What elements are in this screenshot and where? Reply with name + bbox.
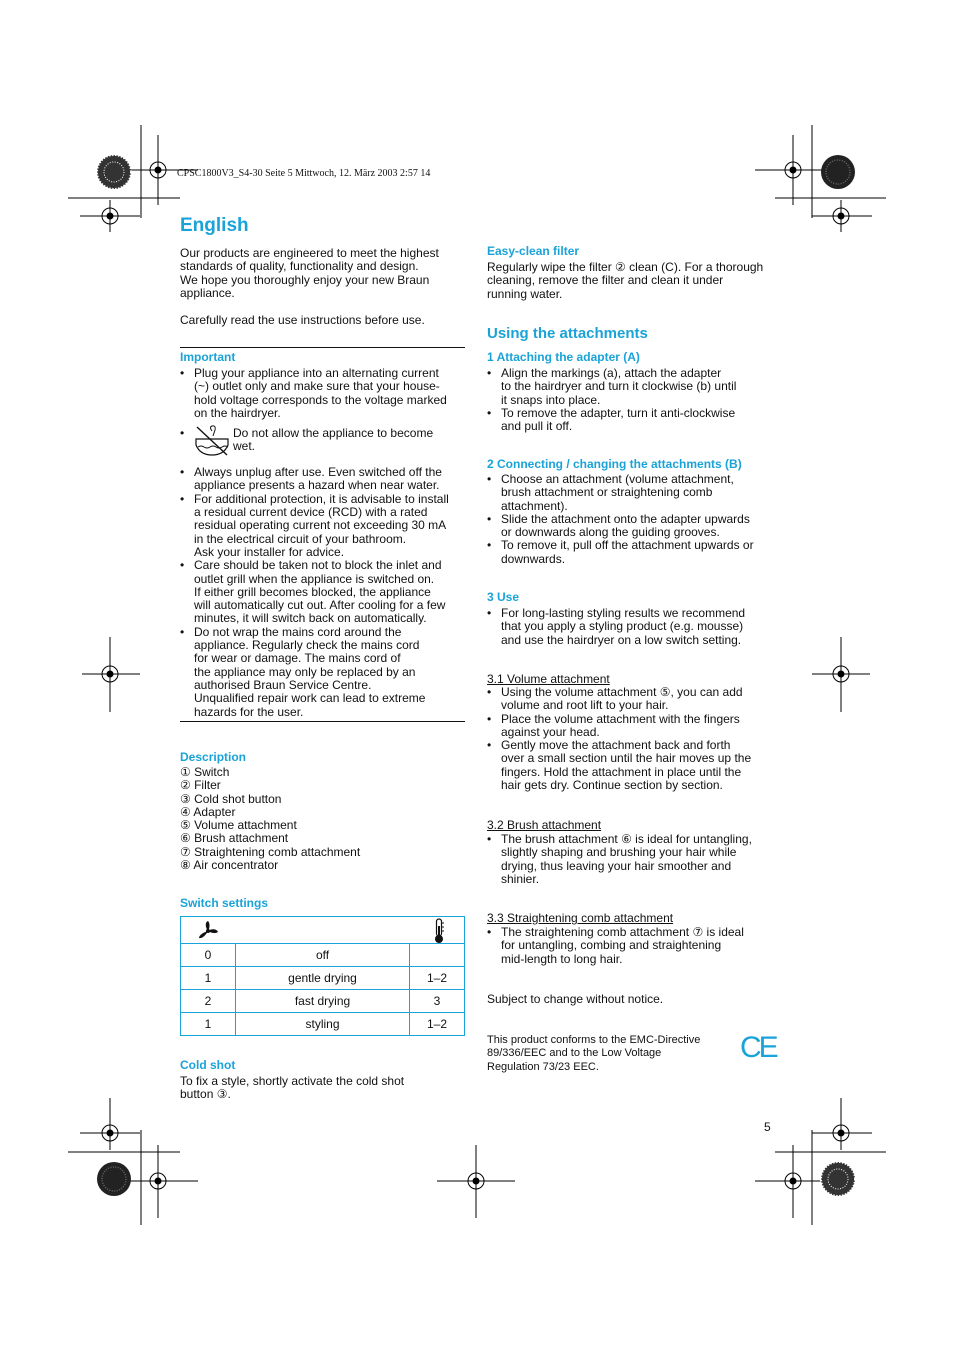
- list-item: • Do not wrap the mains cord around the appliance. Regularly check the mains cord for wear or damage. The mains cord of the appliance may only be replaced by an authorised Braun Service Centre. Unqualified repair work can lead to extreme hazards for the user.: [180, 626, 470, 719]
- page-title: English: [180, 215, 249, 236]
- list-item: • To remove it, pull off the attachment upwards or downwards.: [487, 539, 777, 566]
- fan-setting: 1: [181, 1013, 236, 1036]
- cold-shot-text: To fix a style, shortly activate the cold shot button ③.: [180, 1074, 405, 1102]
- list-item: ① Switch: [180, 765, 230, 779]
- list-item-water-warning: • Do not allow the appliance to become wet.: [180, 427, 470, 460]
- list-item: ② Filter: [180, 778, 221, 793]
- switch-settings-heading: Switch settings: [180, 896, 269, 910]
- list-item: • The straightening comb attachment ⑦ is ideal for untangling, combing and straightening mid-length to long hair.: [487, 926, 777, 966]
- section-3-2-list: [487, 833, 777, 886]
- list-item: • Plug your appliance into an alternating current (~) outlet only and make sure that your house- hold voltage corresponds to the voltage marked on the hairdryer.: [180, 367, 470, 420]
- list-item: • For additional protection, it is advisable to install a residual current device (RCD) with a rated residual operating current not exceeding 30 mA in the electrical circuit of your bathroom. Ask your installer for advice.: [180, 493, 470, 559]
- section-3-1-heading: 3.1 Volume attachment: [487, 672, 610, 686]
- list-item: • The brush attachment ⑥ is ideal for untangling, slightly shaping and brushing your hair while drying, thus leaving your hair smoother and shinier.: [487, 833, 777, 886]
- list-item: • Always unplug after use. Even switched off the appliance presents a hazard when near water.: [180, 466, 470, 493]
- section-3-3-heading: 3.3 Straightening comb attachment: [487, 911, 674, 925]
- setting-label: fast drying: [236, 990, 410, 1013]
- description-heading: Description: [180, 750, 247, 764]
- page-number: 5: [764, 1120, 771, 1134]
- filter-text: Regularly wipe the filter ② clean (C). For a thorough cleaning, remove the filter and clean it under running water.: [487, 260, 764, 301]
- list-item: ⑦ Straightening comb attachment: [180, 844, 361, 859]
- list-item: ⑤ Volume attachment: [180, 818, 297, 833]
- section-2-heading: 2 Connecting / changing the attachments (B): [487, 457, 742, 471]
- thermometer-icon: [432, 918, 446, 944]
- list-item: ③ Cold shot button: [180, 791, 282, 806]
- intro-paragraph: Our products are engineered to meet the highest standards of quality, functionality and design. We hope you thoroughly enjoy your new Braun appliance.: [180, 246, 439, 300]
- divider: [180, 721, 465, 722]
- list-item: • Slide the attachment onto the adapter upwards or downwards along the guiding grooves.: [487, 513, 777, 540]
- conformity-statement: This product conforms to the EMC-Directive 89/336/EEC and to the Low Voltage Regulation 73/23 EEC.: [487, 1034, 701, 1073]
- table-row: [181, 990, 465, 1013]
- read-instructions: Carefully read the use instructions before use.: [180, 313, 425, 327]
- section-3-1-list: [487, 686, 777, 792]
- section-1-heading: 1 Attaching the adapter (A): [487, 350, 640, 364]
- setting-label: gentle drying: [236, 967, 410, 990]
- section-3-list: [487, 607, 777, 647]
- section-2-list: [487, 473, 777, 566]
- list-item: • To remove the adapter, turn it anti-clockwise and pull it off.: [487, 407, 777, 434]
- heat-setting: [410, 944, 465, 967]
- table-row: [181, 944, 465, 967]
- list-item: ⑥ Brush attachment: [180, 831, 289, 846]
- table-row: [181, 1013, 465, 1036]
- list-item: • Care should be taken not to block the inlet and outlet grill when the appliance is switched on. If either grill becomes blocked, the appliance will automatically cut out. After cooling for a few minutes, it will switch back on automatically.: [180, 559, 470, 625]
- switch-settings-table: [180, 916, 465, 1036]
- list-item: • Gently move the attachment back and forth over a small section until the hair moves up the fingers. Hold the attachment in place until the hair gets dry. Continue section by section.: [487, 739, 777, 792]
- setting-label: styling: [236, 1013, 410, 1036]
- print-job-header: CPSC1800V3_S4-30 Seite 5 Mittwoch, 12. März 2003 2:57 14: [177, 168, 431, 179]
- section-3-heading: 3 Use: [487, 590, 520, 604]
- ce-mark-icon: CE: [740, 1031, 776, 1064]
- section-1-list: [487, 367, 777, 433]
- section-3-2-heading: 3.2 Brush attachment: [487, 818, 602, 832]
- filter-heading: Easy-clean filter: [487, 244, 580, 258]
- description-list: [180, 766, 360, 872]
- list-item: • For long-lasting styling results we recommend that you apply a styling product (e.g. mousse) and use the hairdryer on a low switch setting.: [487, 607, 777, 647]
- list-item: ④ Adapter: [180, 804, 236, 819]
- important-heading: Important: [180, 350, 236, 364]
- heat-setting: 1–2: [410, 967, 465, 990]
- fan-setting: 1: [181, 967, 236, 990]
- attachments-heading: Using the attachments: [487, 325, 648, 342]
- important-list: [180, 367, 470, 719]
- fan-setting: 2: [181, 990, 236, 1013]
- table-header-row: [181, 917, 465, 944]
- heat-setting: 3: [410, 990, 465, 1013]
- fan-setting: 0: [181, 944, 236, 967]
- setting-label: off: [236, 944, 410, 967]
- list-item: • Choose an attachment (volume attachment, brush attachment or straightening comb attachment).: [487, 473, 777, 513]
- change-notice: Subject to change without notice.: [487, 992, 664, 1006]
- list-item: • Using the volume attachment ⑤, you can add volume and root lift to your hair.: [487, 686, 777, 713]
- heat-setting: 1–2: [410, 1013, 465, 1036]
- cold-shot-heading: Cold shot: [180, 1058, 236, 1072]
- no-water-icon: [194, 425, 230, 457]
- list-item: ⑧ Air concentrator: [180, 858, 279, 873]
- table-row: [181, 967, 465, 990]
- list-item: • Place the volume attachment with the fingers against your head.: [487, 713, 777, 740]
- list-item: • Align the markings (a), attach the adapter to the hairdryer and turn it clockwise (b) until it snaps into place.: [487, 367, 777, 407]
- divider: [180, 347, 465, 348]
- section-3-3-list: [487, 926, 777, 966]
- fan-icon: [197, 920, 219, 942]
